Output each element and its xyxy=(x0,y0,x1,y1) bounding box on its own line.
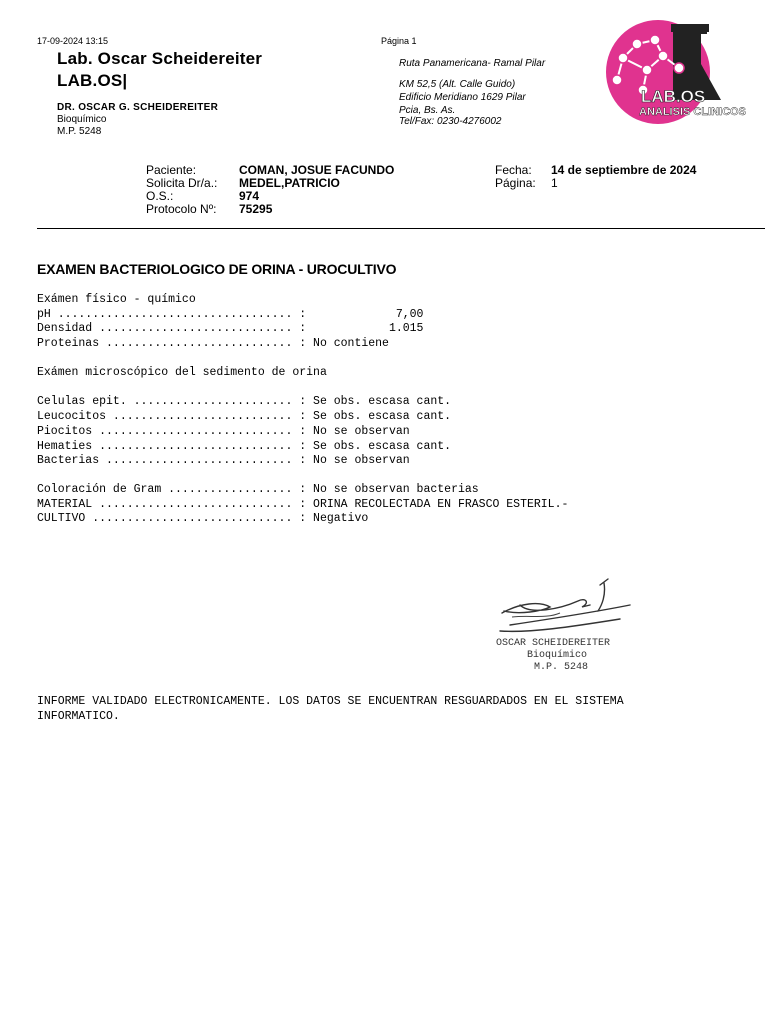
address-line-3: Edificio Meridiano 1629 Pilar xyxy=(399,92,526,103)
result-line: Celulas epit. ....................... : Se obs. escasa cant. xyxy=(37,395,452,408)
signature-role: Bioquímico xyxy=(527,650,588,661)
signature-license: M.P. 5248 xyxy=(534,662,589,673)
address-line-1: Ruta Panamericana- Ramal Pilar xyxy=(399,58,546,69)
logo-subtext: ANALISIS CLINICOS xyxy=(639,106,746,118)
report-date: 14 de septiembre de 2024 xyxy=(551,163,697,177)
doctor-license: M.P. 5248 xyxy=(57,126,102,137)
requesting-doctor-label: Solicita Dr/a.: xyxy=(146,176,218,190)
header-divider xyxy=(37,228,765,229)
patient-name: COMAN, JOSUE FACUNDO xyxy=(239,163,395,177)
patient-label: Paciente: xyxy=(146,163,197,177)
result-line: Densidad ............................ : 1.015 xyxy=(37,322,424,335)
result-line: Piocitos ............................ : No se observan xyxy=(37,425,410,438)
protocol-number: 75295 xyxy=(239,202,273,216)
result-line: Exámen físico - químico xyxy=(37,293,196,306)
result-line: Hematies ............................ : Se obs. escasa cant. xyxy=(37,440,452,453)
date-label: Fecha: xyxy=(495,163,532,177)
result-line: Coloración de Gram .................. : No se observan bacterias xyxy=(37,483,479,496)
result-line: pH .................................. : 7,00 xyxy=(37,308,424,321)
protocol-label: Protocolo Nº: xyxy=(146,202,217,216)
page-indicator: Página 1 xyxy=(381,36,417,46)
insurance-label: O.S.: xyxy=(146,189,174,203)
result-line: Leucocitos .......................... : Se obs. escasa cant. xyxy=(37,410,452,423)
address-line-2: KM 52,5 (Alt. Calle Guido) xyxy=(399,79,516,90)
requesting-doctor: MEDEL,PATRICIO xyxy=(239,176,340,190)
address-line-5: Tel/Fax: 0230-4276002 xyxy=(399,116,502,127)
doctor-role: Bioquímico xyxy=(57,114,107,125)
page-number: 1 xyxy=(551,176,558,190)
validation-note-line-2: INFORMATICO. xyxy=(37,710,120,723)
logo-text: LAB.OS xyxy=(641,87,706,106)
insurance-value: 974 xyxy=(239,189,260,203)
print-datetime: 17-09-2024 13:15 xyxy=(37,36,109,46)
doctor-name: DR. OSCAR G. SCHEIDEREITER xyxy=(57,102,219,113)
validation-note-line-1: INFORME VALIDADO ELECTRONICAMENTE. LOS DATOS SE ENCUENTRAN RESGUARDADOS EN EL SISTEMA xyxy=(37,695,624,708)
result-line: Bacterias ........................... : No se observan xyxy=(37,454,410,467)
result-line: Exámen microscópico del sedimento de orina xyxy=(37,366,327,379)
address-line-4: Pcia, Bs. As. xyxy=(399,105,456,116)
result-line: Proteinas ........................... : No contiene xyxy=(37,337,389,350)
signature-name: OSCAR SCHEIDEREITER xyxy=(496,638,611,649)
exam-title: EXAMEN BACTERIOLOGICO DE ORINA - UROCULTIVO xyxy=(37,261,397,277)
lab-short-name: LAB.OS| xyxy=(57,71,128,90)
lab-name: Lab. Oscar Scheidereiter xyxy=(57,49,263,68)
page-label: Página: xyxy=(495,176,536,190)
signature-scribble xyxy=(490,575,640,645)
result-line: CULTIVO ............................. : Negativo xyxy=(37,512,369,525)
result-line: MATERIAL ............................ : ORINA RECOLECTADA EN FRASCO ESTERIL.- xyxy=(37,498,569,511)
lab-logo xyxy=(603,18,753,126)
